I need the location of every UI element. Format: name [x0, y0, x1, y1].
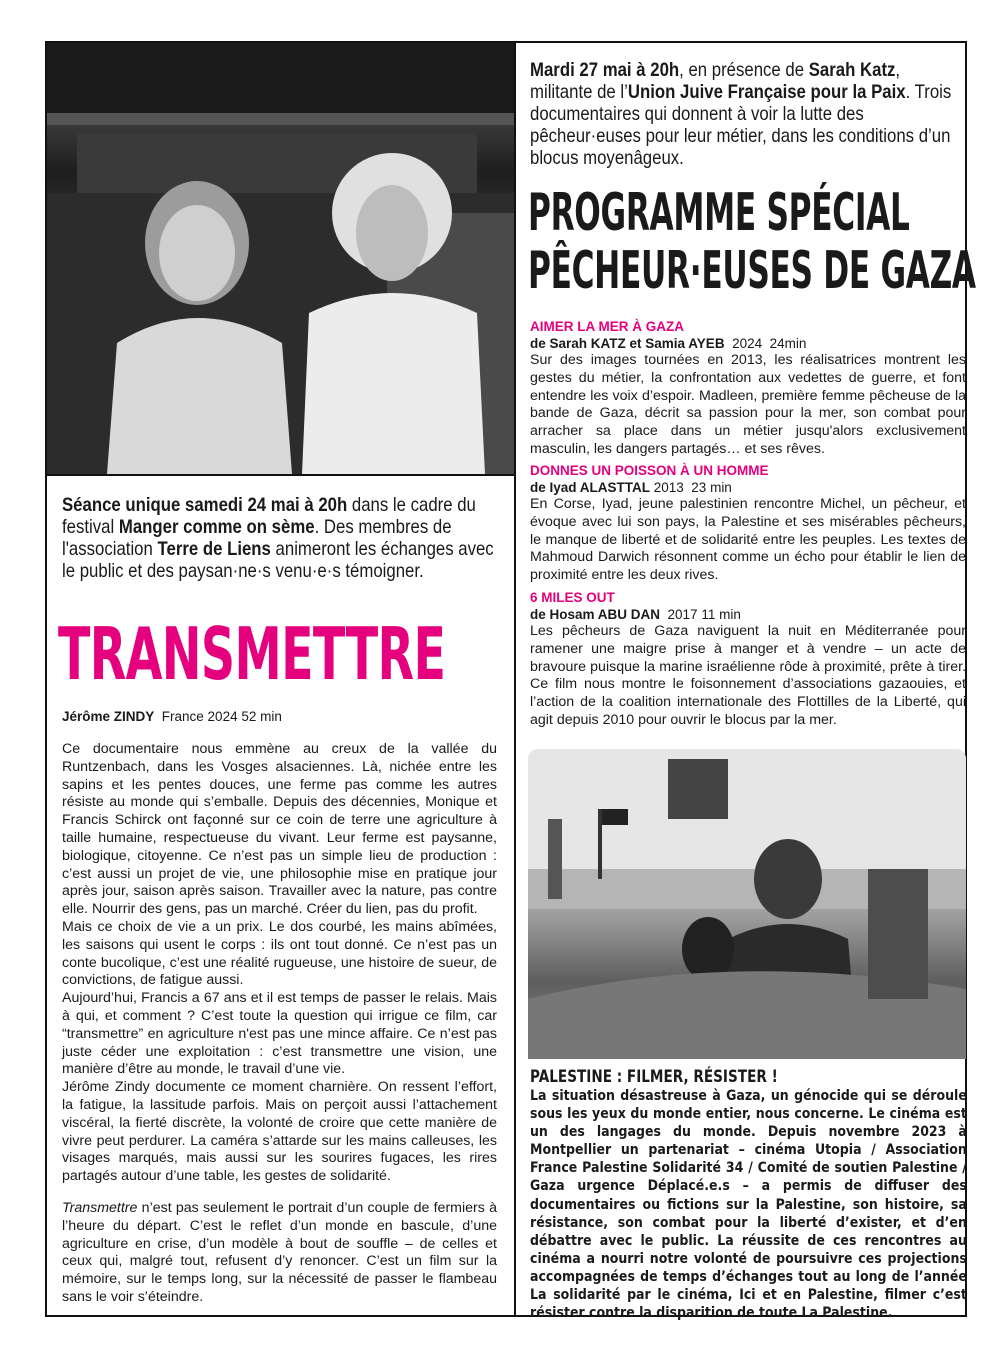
- film-synopsis: [62, 741, 497, 1307]
- film-description: Les pêcheurs de Gaza naviguent la nuit en Méditerranée pour ramener une maigre prise à manger et à vendre – un acte de bravoure puisque la marine israélienne rôde à proximité, prête à tirer. Ce film nous montre le foisonnement d’associations gazaouies, et l’action de la coalition internationale des Flottilles de la Liberté, qui agit depuis 2010 pour ouvrir le blocus par la mer.: [530, 623, 966, 728]
- film-title: DONNES UN POISSON À UN HOMME: [530, 463, 769, 478]
- synopsis-paragraph: Jérôme Zindy documente ce moment charnière. On ressent l’effort, la fatigue, la lassitude parfois. Mais on perçoit aussi l’attachement viscéral, la fierté discrète, la volonté de croire que cette manière de vivre peut perdurer. La caméra s’attarde sur les mains calleuses, les visages marqués, mais aussi sur les sourires fugaces, les rires partagés autour d’une table, les gestes de solidarité.: [62, 1079, 497, 1185]
- film-meta: 2017 11 min: [660, 607, 741, 622]
- director-name: de Iyad ALASTTAL: [530, 480, 651, 495]
- program-date: Mardi 27 mai à 20h: [530, 59, 680, 81]
- intro-text: . Des membres de l'association: [62, 516, 452, 560]
- film-title-inline: Transmettre: [62, 1199, 138, 1216]
- column-divider: [514, 41, 516, 1317]
- program-title-line: PROGRAMME SPÉCIAL: [528, 183, 910, 243]
- guest-name: Sarah Katz: [808, 59, 896, 81]
- film-credit: [530, 335, 966, 352]
- synopsis-paragraph: Mais ce choix de vie a un prix. Le dos courbé, les mains abîmées, les saisons qui usent le corps : ils ont tout donné. Ce n’est pas un conte bucolique, c’est une réalité rugueuse, une histoire de sueur, de convictions, de fatigue aussi.: [62, 918, 497, 989]
- synopsis-paragraph: [62, 1200, 497, 1307]
- intro-text: animeront les échanges avec le public et des paysan·ne·s venu·e·s témoigner.: [62, 538, 494, 582]
- film-meta: 2024 24min: [724, 336, 807, 351]
- farmers-photo: [47, 43, 514, 474]
- program-title-line: PÊCHEUR·EUSES DE GAZA: [528, 241, 976, 301]
- film-credit: [62, 709, 282, 724]
- screening-intro: [62, 494, 505, 582]
- film-meta: 2013 23 min: [650, 480, 732, 495]
- intro-text: . Trois documentaires qui donnent à voir la lutte des pêcheur·euses pour leur métier, dans les conditions d’un blocus moyenâgeux.: [530, 81, 952, 169]
- intro-text: , militante de l’: [530, 59, 901, 103]
- film-credit: [530, 479, 966, 496]
- film-entry: [530, 589, 966, 730]
- intro-text: dans le cadre du festival: [62, 494, 476, 538]
- film-title: AIMER LA MER À GAZA: [530, 319, 684, 334]
- intro-text: , en présence de: [679, 59, 809, 81]
- photo-divider: [45, 474, 515, 476]
- program-intro: [530, 59, 964, 169]
- organization-name: Union Juive Française pour la Paix: [627, 81, 906, 103]
- association-name: Terre de Liens: [157, 538, 271, 560]
- gaza-boat-photo: [528, 749, 966, 1059]
- film-credit: [530, 606, 966, 623]
- palestine-section-title: PALESTINE : FILMER, RÉSISTER !: [530, 1067, 778, 1087]
- palestine-section-body: La situation désastreuse à Gaza, un génocide qui se déroule sous les yeux du monde entier, nous concerne. Le cinéma est un des langages du monde. Depuis novembre 2023 à Montpellier un partenariat – cinéma Utopia / Association France Palestine Solidarité 34 / Comité de soutien Palestine / Gaza urgence Déplacé.e.s – a permis de diffuser des documentaires ou fictions sur la Palestine, son histoire, sa résistance, son combat pour la liberté d’exister, et d’en débattre avec le public. La réussite de ces rencontres au cinéma a nourri notre volonté de poursuivre ces projections accompagnées de temps d’échanges tout au long de l’année La solidarité par le cinéma, Ici et en Palestine, filmer c’est résister contre la disparition de toute La Palestine.: [530, 1087, 967, 1322]
- film-description: Sur des images tournées en 2013, les réalisatrices montrent les gestes du métier, la confrontation aux vedettes de guerre, et font entendre les voix d’espoir. Madleen, première femme pêcheuse de la bande de Gaza, décrit sa passion pour la mer, son combat pour arracher sa place dans un métier jusqu'alors exclusivement masculin, les dangers partagés… et ses rêves.: [530, 352, 966, 457]
- screening-date: Séance unique samedi 24 mai à 20h: [62, 494, 348, 516]
- festival-name: Manger comme on sème: [118, 516, 315, 538]
- director-name: de Sarah KATZ et Samia AYEB: [530, 336, 725, 351]
- synopsis-paragraph: Ce documentaire nous emmène au creux de la vallée du Runtzenbach, dans les Vosges alsaciennes. Là, nichée entre les sapins et les pentes douces, une ferme pas comme les autres résiste au monde qui s’emballe. Depuis des décennies, Monique et Francis Schirck ont façonné sur ce coin de terre une agriculture à taille humaine, respectueuse du vivant. Leur ferme est paysanne, biologique, citoyenne. Ce n’est pas un simple lieu de production : c’est aussi un projet de vie, une philosophie mise en pratique jour après jour, saison après saison. Travailler avec la nature, pas contre elle. Nourrir des gens, pas un marché. Créer du lien, pas du profit.: [62, 741, 497, 918]
- film-entry: [530, 462, 966, 585]
- director-name: de Hosam ABU DAN: [530, 607, 661, 622]
- film-description: En Corse, Iyad, jeune palestinien rencontre Michel, un pêcheur, et évoque avec lui son pays, la Palestine et ses misérables pêcheurs, le manque de liberté et de solidarité entre les peuples. Les textes de Mahmoud Darwich résonnent comme un écho pour établir le lien de proximité entre les deux rives.: [530, 496, 966, 584]
- film-title-transmettre: TRANSMETTRE: [58, 612, 446, 696]
- film-meta: France 2024 52 min: [154, 709, 282, 724]
- synopsis-text: n’est pas seulement le portrait d’un couple de fermiers à l’heure du départ. C’est le reflet d’un monde en bascule, d’une agriculture en crise, d’un modèle à bout de souffle – de celles et ceux qui, malgré tout, refusent d’y renoncer. C’est un film sur la mémoire, sur le temps long, sur la nécessité de passer le flambeau sans le voir s’éteindre.: [62, 1199, 497, 1305]
- film-entry: [530, 318, 966, 459]
- film-title: 6 MILES OUT: [530, 590, 615, 605]
- director-name: Jérôme ZINDY: [62, 709, 155, 724]
- program-title: [528, 184, 976, 300]
- synopsis-paragraph: Aujourd’hui, Francis a 67 ans et il est temps de passer le relais. Mais à qui, et comment ? C’est toute la question qui irrigue ce film, car “transmettre” en agriculture n'est pas une mince affaire. Ce n’est pas juste céder une exploitation : c’est transmettre une vision, une manière d’être au monde, le travail d’une vie.: [62, 990, 497, 1078]
